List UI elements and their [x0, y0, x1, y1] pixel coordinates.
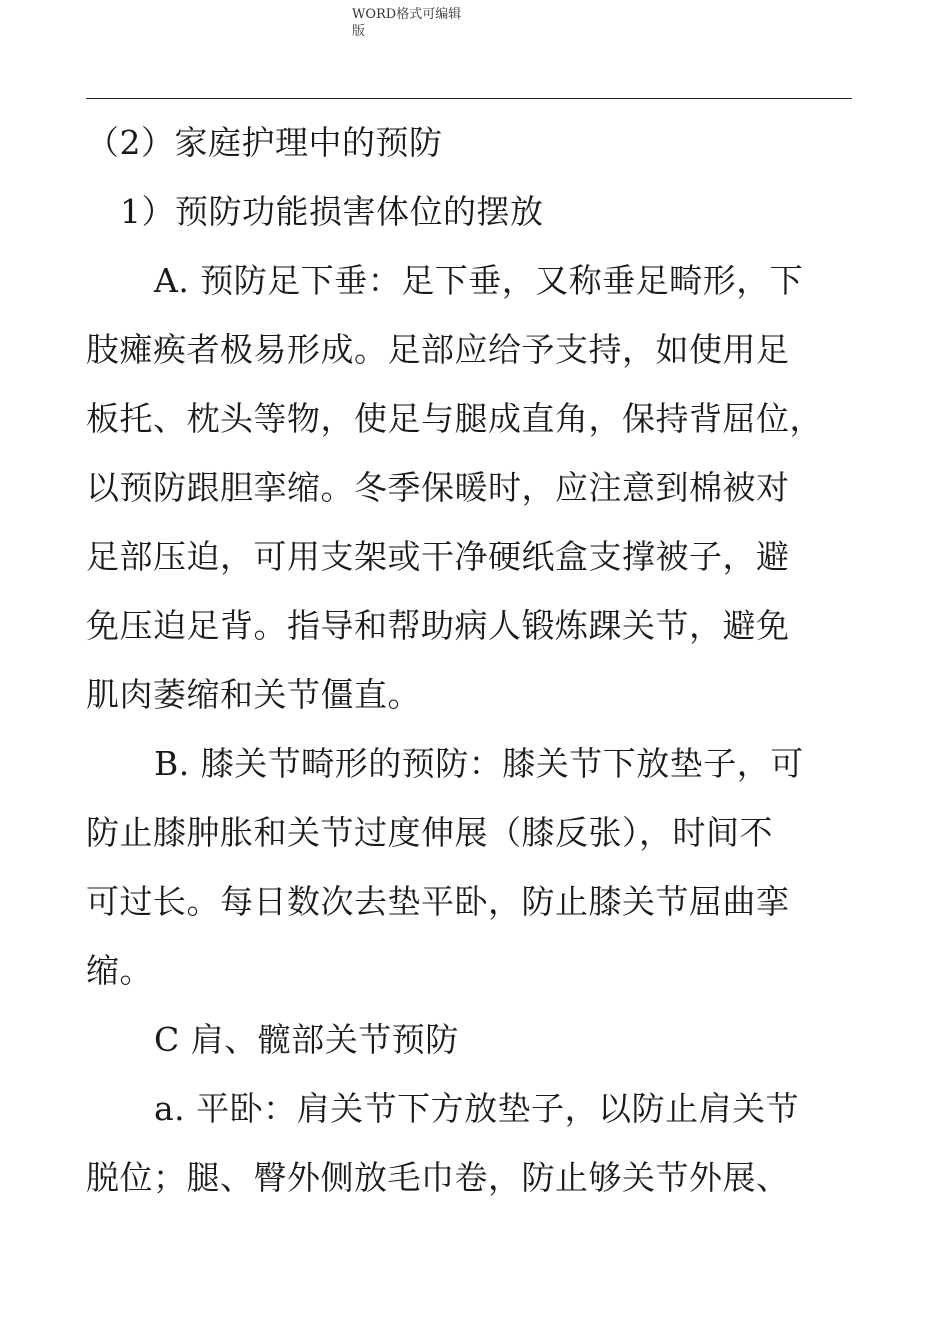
paragraph-a-line-3: 板托、枕头等物，使足与腿成直角，保持背屈位， [86, 399, 823, 438]
paragraph-b-line-4: 缩。 [86, 951, 153, 990]
header-note [352, 6, 482, 40]
paragraph-b-line-1: B. 膝关节畸形的预防：膝关节下放垫子，可 [154, 744, 804, 783]
section-heading: （2）家庭护理中的预防 [86, 123, 443, 162]
paragraph-a-line-6: 免压迫足背。指导和帮助病人锻炼踝关节，避免 [86, 606, 790, 645]
paragraph-a-line-1: A. 预防足下垂：足下垂，又称垂足畸形，下 [154, 261, 804, 300]
paragraph-a-line-2: 肢瘫痪者极易形成。足部应给予支持，如使用足 [86, 330, 790, 369]
header-note-line-2: 版 [352, 24, 366, 39]
header-divider [86, 98, 852, 99]
paragraph-a-line-5: 足部压迫，可用支架或干净硬纸盒支撑被子，避 [86, 537, 790, 576]
sub-heading: 1）预防功能损害体位的摆放 [120, 192, 544, 231]
header-note-line-1: WORD格式可编辑 [352, 7, 462, 22]
document-body [86, 108, 852, 1212]
paragraph-c-heading: C 肩、髋部关节预防 [154, 1020, 459, 1059]
paragraph-c-a-line-1: a. 平卧：肩关节下方放垫子，以防止肩关节 [154, 1089, 800, 1128]
paragraph-b-line-3: 可过长。每日数次去垫平卧，防止膝关节屈曲挛 [86, 882, 790, 921]
paragraph-c-a-line-2: 脱位；腿、臀外侧放毛巾卷，防止够关节外展、 [86, 1158, 790, 1197]
paragraph-a-line-7: 肌肉萎缩和关节僵直。 [86, 675, 421, 714]
paragraph-a-line-4: 以预防跟胆挛缩。冬季保暖时，应注意到棉被对 [86, 468, 790, 507]
paragraph-b-line-2: 防止膝肿胀和关节过度伸展（膝反张），时间不 [86, 813, 773, 852]
